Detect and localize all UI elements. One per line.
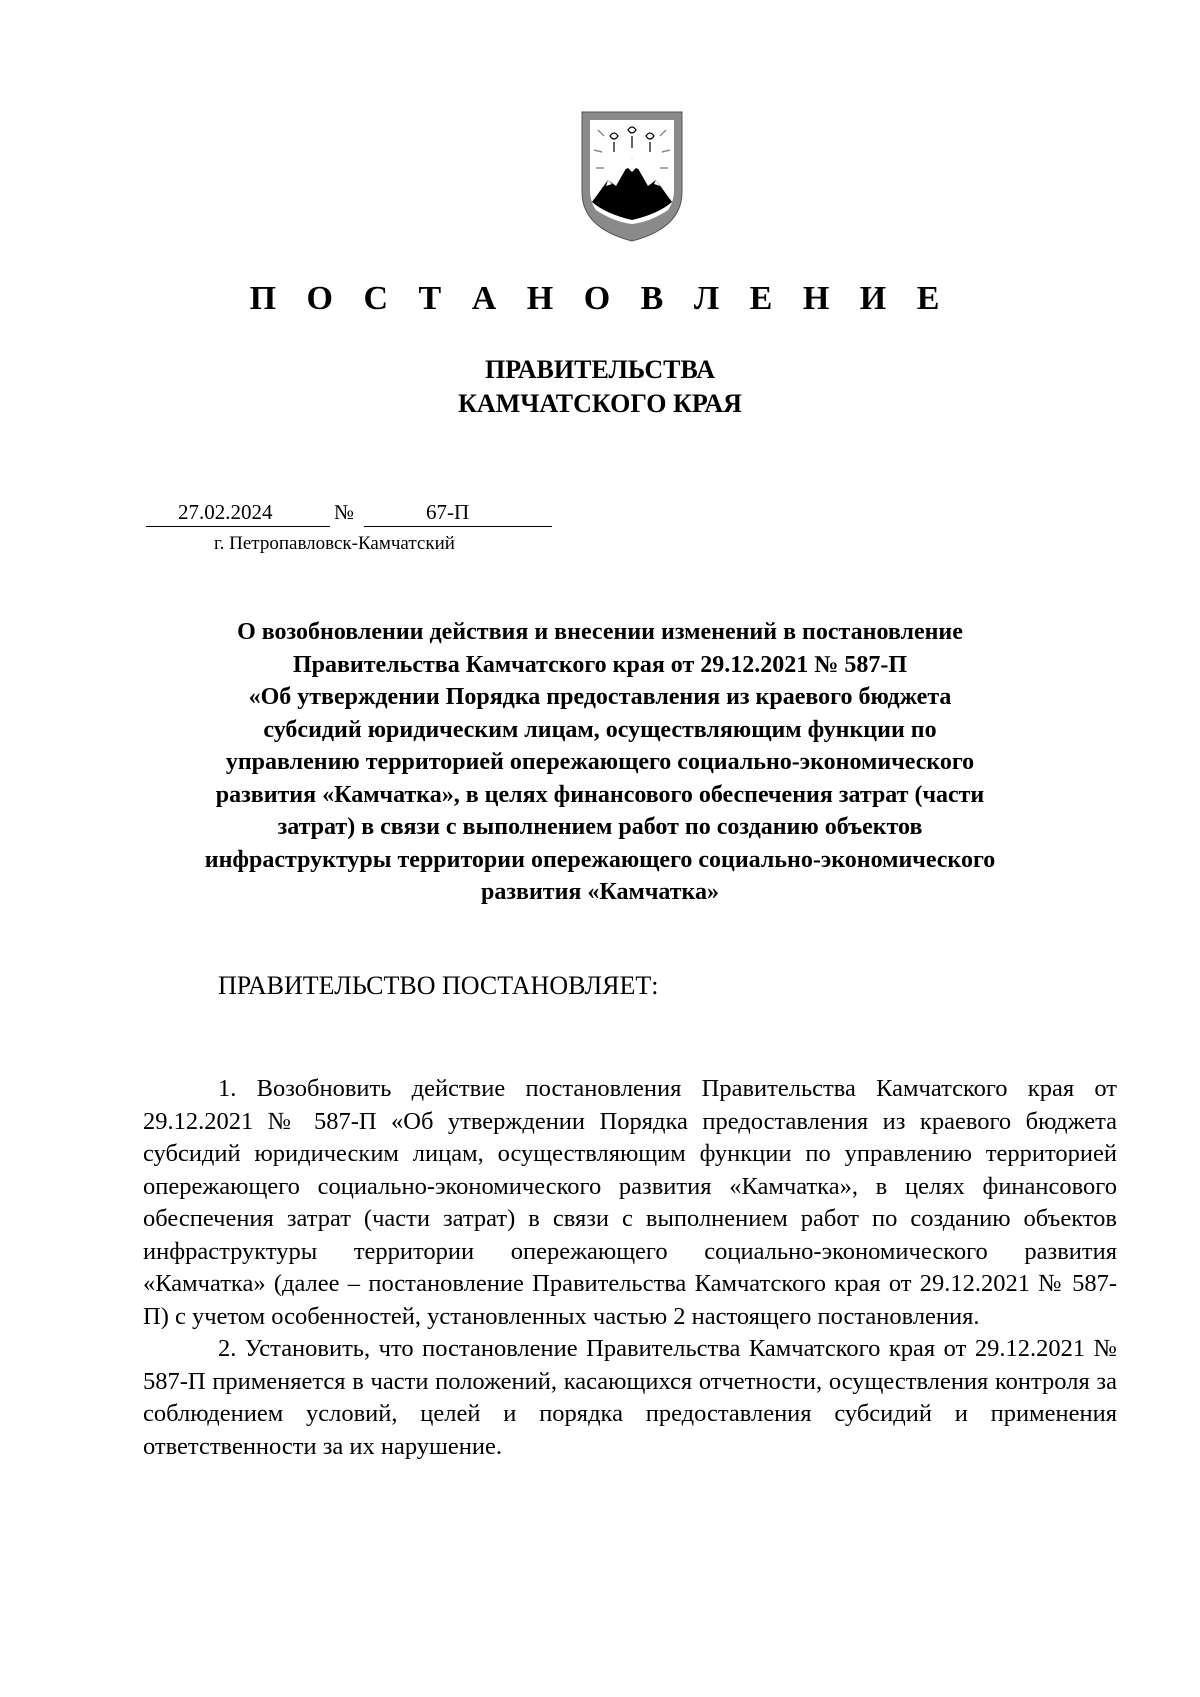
document-body: [143, 1073, 1117, 1463]
body-paragraph-2: 2. Установить, что постановление Правительства Камчатского края от 29.12.2021 № 587-П применяется в части положений, касающихся отчетности, осуществления контроля за соблюдением условий, целей и порядка предоставления субсидий и применения ответственности за их нарушение.: [143, 1335, 1117, 1460]
subject-line: управлению территорией опережающего социально-экономического: [225, 749, 975, 775]
document-type-title: П О С Т А Н О В Л Е Н И Е: [249, 280, 951, 317]
authority-line-1: ПРАВИТЕЛЬСТВА: [485, 355, 715, 384]
subject-line: субсидий юридическим лицам, осуществляющим функции по: [263, 716, 937, 743]
city-name: г. Петропавловск-Камчатский: [214, 533, 455, 554]
date-underline: [146, 526, 330, 527]
document-date: 27.02.2024: [178, 500, 273, 524]
subject-line: О возобновлении действия и внесении изменений в постановление: [237, 619, 963, 645]
subject-line: Правительства Камчатского края от 29.12.2021 № 587-П: [292, 651, 908, 678]
subject-line: инфраструктуры территории опережающего социально-экономического: [204, 846, 996, 873]
document-number: 67-П: [426, 500, 470, 524]
number-underline: [364, 526, 552, 527]
authority-line-2: КАМЧАТСКОГО КРАЯ: [458, 389, 742, 418]
issuing-authority: [0, 353, 1200, 421]
date-number-line: [146, 497, 552, 527]
resolution-heading: ПРАВИТЕЛЬСТВО ПОСТАНОВЛЯЕТ:: [218, 971, 659, 1000]
body-paragraph-1: 1. Возобновить действие постановления Правительства Камчатского края от 29.12.2021 № 587-П «Об утверждении Порядка предоставления из краевого бюджета субсидий юридическим лицам, осуществляющим функции по управлению территорией опережающего социально-экономического развития «Камчатка», в целях финансового обеспечения затрат (части затрат) в связи с выполнением работ по созданию объектов инфраструктуры территории опережающего социально-экономического развития «Камчатка» (далее – постановление Правительства Камчатского края от 29.12.2021 № 587-П) с учетом особенностей, установленных частью 2 настоящего постановления.: [143, 1075, 1117, 1330]
number-sign: №: [334, 500, 355, 524]
subject-line: затрат) в связи с выполнением работ по созданию объектов: [277, 814, 923, 840]
document-subject: [150, 616, 1050, 909]
subject-line: развития «Камчатка», в целях финансового обеспечения затрат (части: [215, 781, 985, 808]
subject-line: «Об утверждении Порядка предоставления из краевого бюджета: [248, 684, 952, 710]
subject-line: развития «Камчатка»: [481, 879, 719, 905]
kamchatka-coat-of-arms-icon: [578, 110, 686, 243]
